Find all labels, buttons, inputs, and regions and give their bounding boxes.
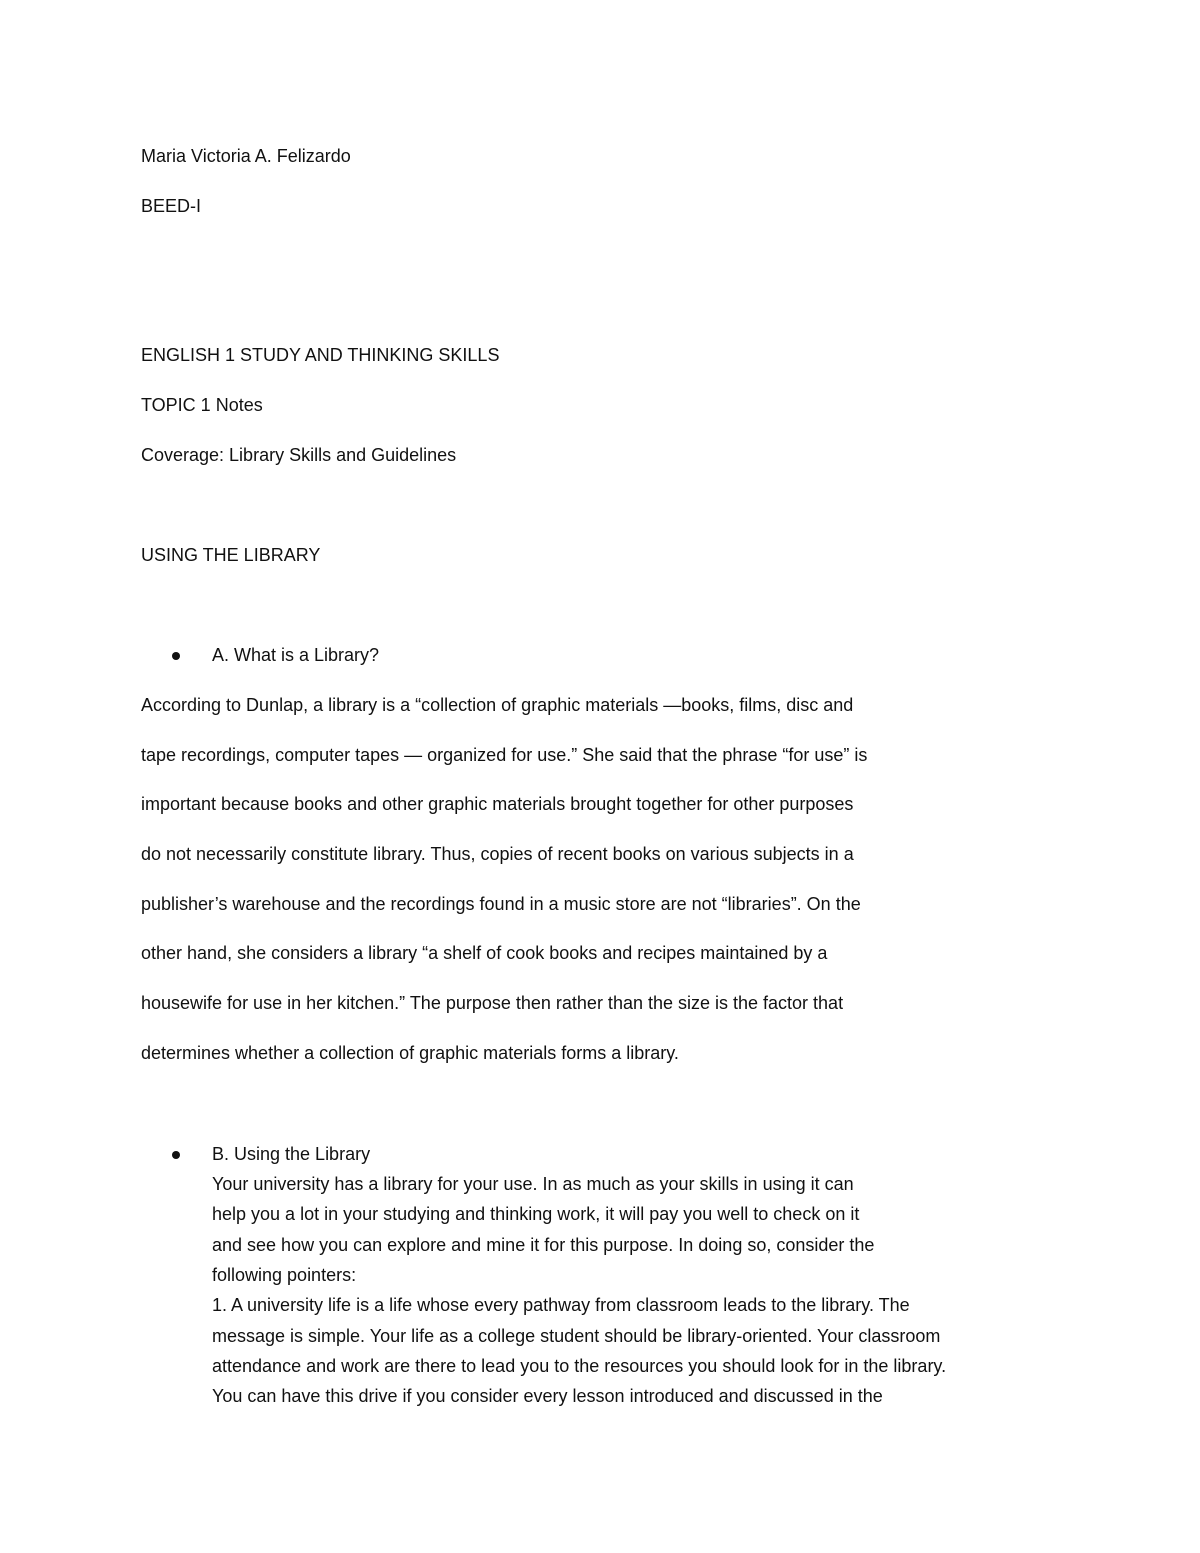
part-b-line: 1. A university life is a life whose every pathway from classroom leads to the library. The <box>212 1295 910 1315</box>
bullet-icon <box>172 652 180 660</box>
part-a-line: important because books and other graphic materials brought together for other purposes <box>141 794 854 814</box>
part-b-line: following pointers: <box>212 1265 357 1285</box>
course-title: ENGLISH 1 STUDY AND THINKING SKILLS <box>141 345 500 365</box>
topic-label: TOPIC 1 Notes <box>141 395 263 415</box>
part-b-line: You can have this drive if you consider every lesson introduced and discussed in the <box>212 1386 883 1406</box>
part-b-line: Your university has a library for your use. In as much as your skills in using it can <box>212 1174 854 1194</box>
part-a-line: publisher’s warehouse and the recordings found in a music store are not “libraries”. On the <box>141 894 861 914</box>
part-b-heading: B. Using the Library <box>212 1144 371 1164</box>
part-b-line: help you a lot in your studying and thinking work, it will pay you well to check on it <box>212 1204 860 1224</box>
part-a-line: other hand, she considers a library “a shelf of cook books and recipes maintained by a <box>141 943 828 963</box>
coverage-label: Coverage: Library Skills and Guidelines <box>141 445 457 465</box>
class-section: BEED-I <box>141 196 202 216</box>
part-a-line: determines whether a collection of graphic materials forms a library. <box>141 1043 679 1063</box>
part-b-line: and see how you can explore and mine it for this purpose. In doing so, consider the <box>212 1235 875 1255</box>
bullet-icon <box>172 1151 180 1159</box>
part-a-heading: A. What is a Library? <box>212 645 380 665</box>
part-a-line: housewife for use in her kitchen.” The purpose then rather than the size is the factor that <box>141 993 844 1013</box>
part-b-line: message is simple. Your life as a college student should be library-oriented. Your classroom <box>212 1326 941 1346</box>
part-a-line: According to Dunlap, a library is a “collection of graphic materials —books, films, disc and <box>141 695 854 715</box>
part-b-line: attendance and work are there to lead you to the resources you should look for in the library. <box>212 1356 947 1376</box>
author-name: Maria Victoria A. Felizardo <box>141 146 351 166</box>
section-heading: USING THE LIBRARY <box>141 545 321 565</box>
part-a-line: do not necessarily constitute library. Thus, copies of recent books on various subjects in a <box>141 844 854 864</box>
part-a-line: tape recordings, computer tapes — organized for use.” She said that the phrase “for use” is <box>141 745 868 765</box>
